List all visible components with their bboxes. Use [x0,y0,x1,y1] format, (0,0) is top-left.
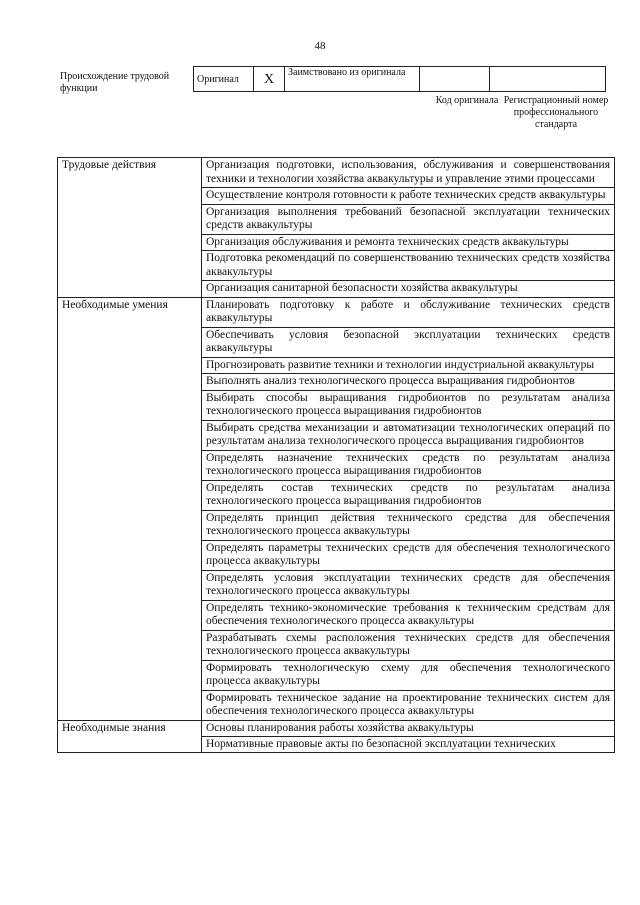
section-title-skills: Необходимые умения [58,297,202,720]
section-title-actions: Трудовые действия [58,158,202,298]
table-cell: Нормативные правовые акты по безопасной эксплуатации технических [202,737,615,753]
page-number: 48 [314,40,326,52]
table-cell: Организация подготовки, использования, обслуживания и совершенствования техники и технологии хозяйства аквакультуры и управление этими процессами [202,158,615,188]
table-cell: Обеспечивать условия безопасной эксплуатации технических средств аквакультуры [202,327,615,357]
table-cell: Определять принцип действия технического средства для обеспечения технологического процесса аквакультуры [202,510,615,540]
table-cell: Выбирать способы выращивания гидробионтов по результатам анализа технологического процесса выращивания гидробионтов [202,390,615,420]
origin-table [193,66,606,92]
original-mark: X [254,67,285,92]
table-cell: Определять условия эксплуатации технических средств для обеспечения технологического процесса аквакультуры [202,570,615,600]
table-cell: Планировать подготовку к работе и обслуживание технических средств аквакультуры [202,297,615,327]
table-cell: Формировать технологическую схему для обеспечения технологического процесса аквакультуры [202,660,615,690]
code-cell [420,67,490,92]
table-cell: Формировать техническое задание на проектирование технических систем для обеспечения технологического процесса аквакультуры [202,690,615,720]
table-cell: Подготовка рекомендаций по совершенствованию технических средств хозяйства аквакультуры [202,251,615,281]
table-cell: Организация обслуживания и ремонта технических средств аквакультуры [202,234,615,251]
functions-table [57,157,615,753]
origin-label: Происхождение трудовой функции [60,71,170,94]
table-row [58,297,615,327]
table-row [58,158,615,188]
borrowed-cell: Заимствовано из оригинала [285,67,420,92]
table-row [58,720,615,737]
table-cell: Определять параметры технических средств для обеспечения технологического процесса аквакультуры [202,540,615,570]
reg-number-cell [490,67,606,92]
reg-number-caption: Регистрационный номер профессионального стандарта [503,95,609,130]
table-cell: Выполнять анализ технологического процесса выращивания гидробионтов [202,374,615,391]
table-cell: Определять состав технических средств по результатам анализа технологического процесса выращивания гидробионтов [202,480,615,510]
table-cell: Организация выполнения требований безопасной эксплуатации технических средств аквакультуры [202,204,615,234]
table-cell: Организация санитарной безопасности хозяйства аквакультуры [202,281,615,298]
table-cell: Разрабатывать схемы расположения технических средств для обеспечения технологического процесса аквакультуры [202,630,615,660]
table-cell: Определять технико-экономические требования к техническим средствам для обеспечения технологического процесса аквакультуры [202,600,615,630]
table-cell: Определять назначение технических средств по результатам анализа технологического процесса выращивания гидробионтов [202,450,615,480]
original-cell: Оригинал [194,67,254,92]
table-cell: Осуществление контроля готовности к работе технических средств аквакультуры [202,188,615,205]
table-cell: Прогнозировать развитие техники и технологии индустриальной аквакультуры [202,357,615,374]
table-cell: Выбирать средства механизации и автоматизации технологических операций по результатам анализа технологического процесса выращивания гидробионтов [202,420,615,450]
section-title-knowledge: Необходимые знания [58,720,202,752]
code-caption: Код оригинала [435,95,499,106]
table-cell: Основы планирования работы хозяйства аквакультуры [202,720,615,737]
